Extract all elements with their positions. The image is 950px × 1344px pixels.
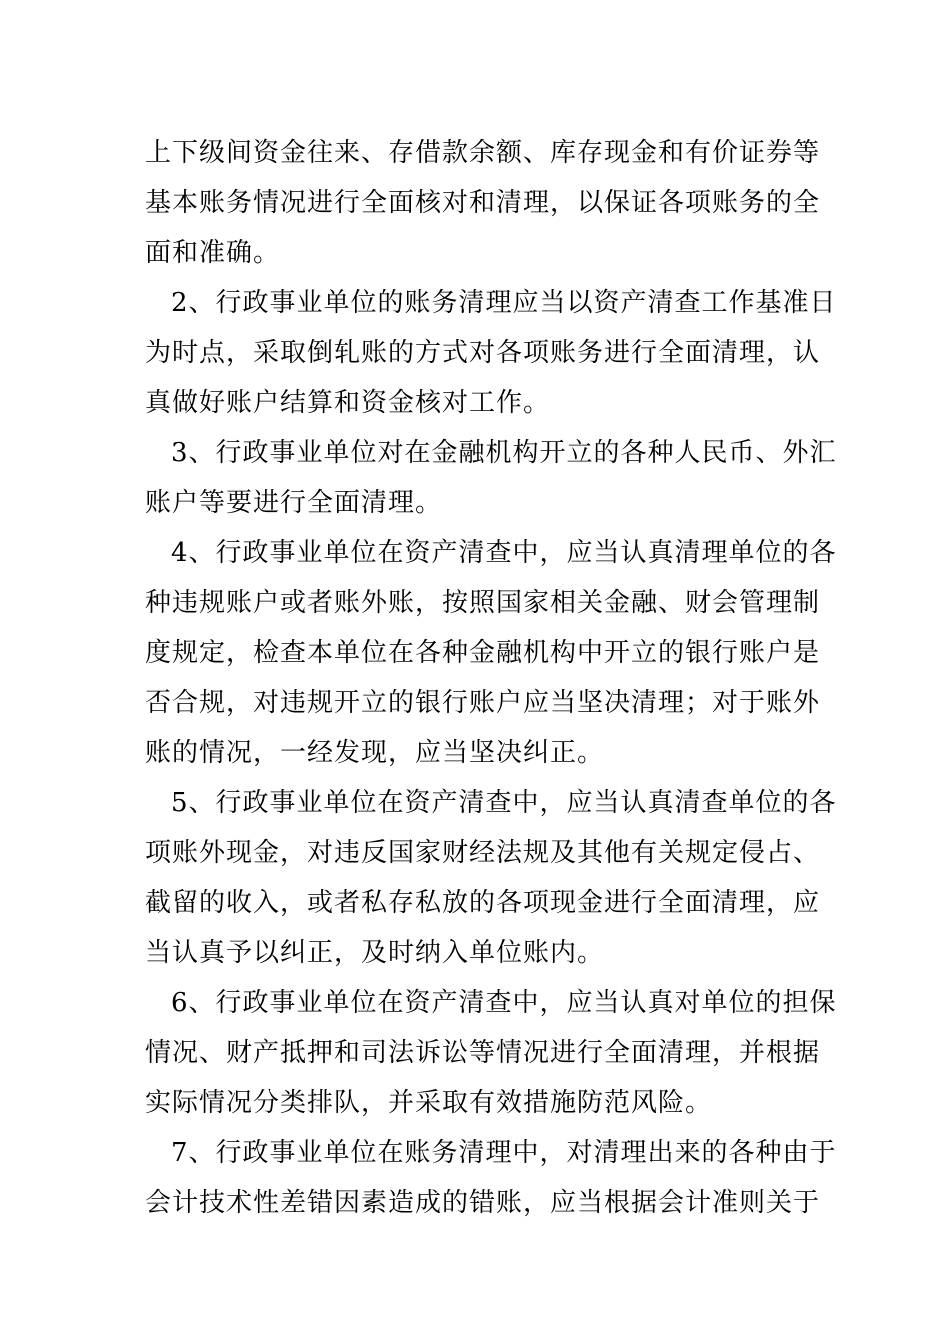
text-line: 面和准确。: [145, 238, 281, 268]
text-line: 5、行政事业单位在资产清查中，应当认真清查单位的各: [171, 788, 837, 818]
text-line: 截留的收入，或者私存私放的各项现金进行全面清理，应: [145, 888, 821, 918]
text-line: 2、行政事业单位的账务清理应当以资产清查工作基准日: [171, 288, 837, 318]
text-line: 实际情况分类排队，并采取有效措施防范风险。: [145, 1088, 713, 1118]
text-line: 3、行政事业单位对在金融机构开立的各种人民币、外汇: [171, 438, 837, 468]
text-line: 种违规账户或者账外账，按照国家相关金融、财会管理制: [145, 588, 821, 618]
text-line: 4、行政事业单位在资产清查中，应当认真清理单位的各: [171, 538, 837, 568]
text-line: 项账外现金，对违反国家财经法规及其他有关规定侵占、: [145, 838, 821, 868]
document-body: [145, 128, 837, 1228]
text-line: 情况、财产抵押和司法诉讼等情况进行全面清理，并根据: [145, 1038, 821, 1068]
text-line: 会计技术性差错因素造成的错账，应当根据会计准则关于: [145, 1188, 821, 1218]
text-line: 上下级间资金往来、存借款余额、库存现金和有价证券等: [145, 138, 821, 168]
text-line: 度规定，检查本单位在各种金融机构中开立的银行账户是: [145, 638, 821, 668]
text-line: 7、行政事业单位在账务清理中，对清理出来的各种由于: [171, 1138, 837, 1168]
text-line: 账的情况，一经发现，应当坚决纠正。: [145, 738, 605, 768]
text-line: 否合规，对违规开立的银行账户应当坚决清理；对于账外: [145, 688, 821, 718]
text-line: 6、行政事业单位在资产清查中，应当认真对单位的担保: [171, 988, 837, 1018]
text-line: 账户等要进行全面清理。: [145, 488, 443, 518]
text-line: 真做好账户结算和资金核对工作。: [145, 388, 551, 418]
text-line: 基本账务情况进行全面核对和清理，以保证各项账务的全: [145, 188, 821, 218]
text-line: 当认真予以纠正，及时纳入单位账内。: [145, 938, 605, 968]
text-line: 为时点，采取倒轧账的方式对各项账务进行全面清理，认: [145, 338, 821, 368]
